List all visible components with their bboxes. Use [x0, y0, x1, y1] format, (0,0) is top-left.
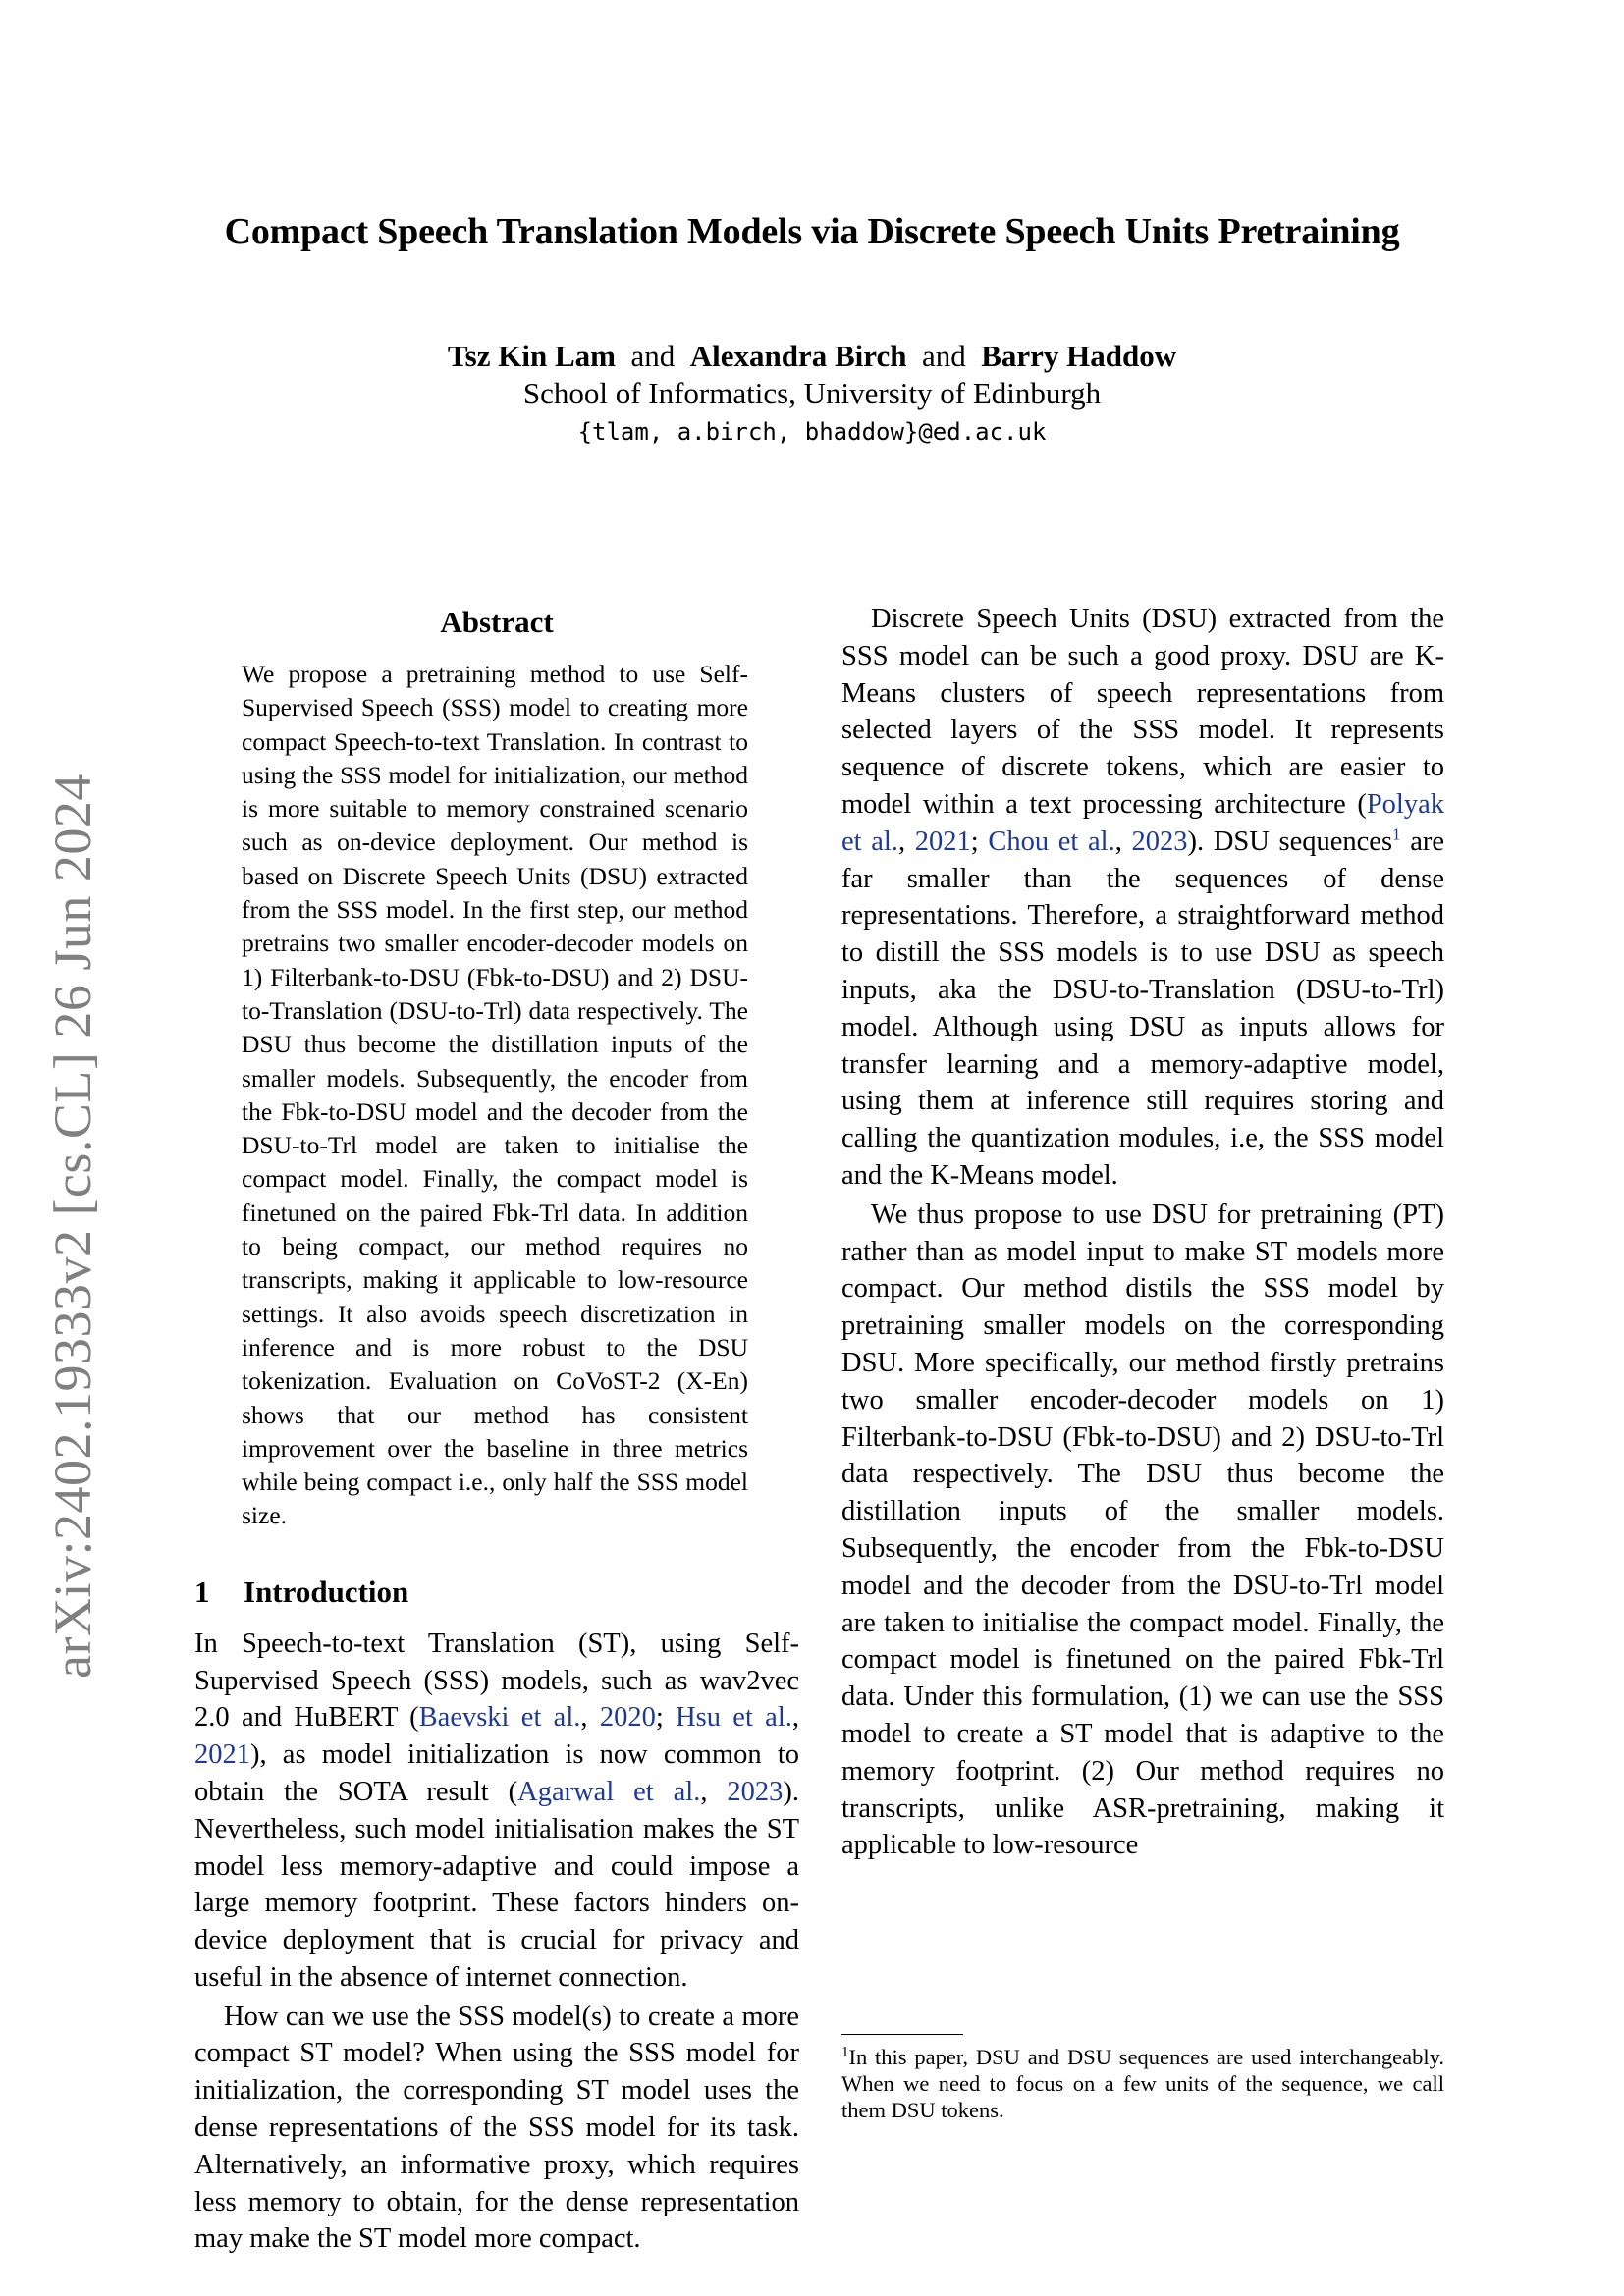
author-name: Barry Haddow: [981, 339, 1177, 373]
text-run: ), as model initialization is now common to obtain the SOTA result (: [194, 1739, 799, 1807]
paper-title: Compact Speech Translation Models via Discrete Speech Units Pretraining: [224, 211, 1400, 252]
affiliation: School of Informatics, University of Edinburgh: [522, 376, 1102, 410]
citation-link[interactable]: Baevski et al.: [418, 1702, 581, 1734]
text-run: ,: [791, 1702, 799, 1734]
footnote-text: In this paper, DSU and DSU sequences are used interchangeably. When we need to focus on a few units of the sequence, we call them DSU tokens.: [841, 2045, 1444, 2122]
citation-year-link[interactable]: 2023: [1131, 826, 1188, 857]
citation-year-link[interactable]: 2021: [194, 1739, 250, 1771]
abstract-text: We propose a pretraining method to use Self-Supervised Speech (SSS) model to creating more compact Speech-to-text Translation. In contrast to using the SSS model for initialization, our method is more suitable to memory constrained scenario such as on-device deployment. Our method is based on Discrete Speech Units (DSU) extracted from the SSS model. In the first step, our method pretrains two smaller encoder-decoder models on 1) Filterbank-to-DSU (Fbk-to-DSU) and 2) DSU-to-Translation (DSU-to-Trl) data respectively. The DSU thus become the distillation inputs of the smaller models. Subsequently, the encoder from the Fbk-to-DSU model and the decoder from the DSU-to-Trl model are taken to initialise the compact model. Finally, the compact model is finetuned on the paired Fbk-Trl data. In addition to being compact, our method requires no transcripts, making it applicable to low-resource settings. It also avoids speech discretization in inference and is more robust to the DSU tokenization. Evaluation on CoVoST-2 (X-En) shows that our method has consistent improvement over the baseline in three metrics while being compact i.e., only half the SSS model size.: [242, 660, 748, 1530]
author-joiner: and: [630, 339, 676, 373]
section-heading-introduction: [194, 1573, 799, 1612]
right-column: [841, 601, 1444, 1864]
text-run: ,: [1114, 826, 1132, 857]
text-run: ). DSU sequences: [1187, 826, 1393, 857]
text-run: ,: [580, 1702, 600, 1734]
footnote-divider: [841, 2034, 963, 2035]
text-run: ;: [655, 1702, 677, 1734]
citation-year-link[interactable]: 2020: [599, 1702, 656, 1734]
arxiv-identifier-stamp[interactable]: arXiv:2402.19333v2 [cs.CL] 26 Jun 2024: [43, 774, 102, 1679]
intro-paragraph-2: How can we use the SSS model(s) to create a more compact ST model? When using the SSS model for initialization, the corresponding ST model uses the dense representations of the SSS model for its task. Alternatively, an informative proxy, which requires less memory to obtain, for the dense representation may make the ST model more compact.: [194, 2001, 799, 2255]
intro-paragraph-1: [194, 1626, 799, 1997]
citation-link[interactable]: Agarwal et al.: [517, 1776, 701, 1807]
left-column: [194, 601, 799, 2258]
citation-link[interactable]: Hsu et al.: [676, 1702, 792, 1734]
text-run: are far smaller than the sequences of dense representations. Therefore, a straightforward method to distill the SSS models is to use DSU as speech inputs, aka the DSU-to-Translation (DSU-to-Trl) model. Although using DSU as inputs allows for transfer learning and a memory-adaptive model, using them at inference still requires storing and calling the quantization modules, i.e, the SSS model and the K-Means model.: [841, 826, 1445, 1191]
text-run: ). Nevertheless, such model initialisation makes the ST model less memory-adaptive and could impose a large memory footprint. These factors hinders on-device deployment that is crucial for privacy and useful in the absence of internet connection.: [194, 1776, 799, 1993]
footnote-marker-link[interactable]: 1: [1392, 825, 1401, 844]
section-title: Introduction: [244, 1574, 409, 1609]
text-run: ,: [897, 826, 915, 857]
citation-year-link[interactable]: 2021: [914, 826, 971, 857]
author-name: Tsz Kin Lam: [447, 339, 616, 373]
text-run: ;: [970, 826, 989, 857]
intro-paragraph-4: We thus propose to use DSU for pretraining (PT) rather than as model input to make ST models more compact. Our method distils the SSS model by pretraining smaller models on the corresponding DSU. More specifically, our method firstly pretrains two smaller encoder-decoder models on 1) Filterbank-to-DSU (Fbk-to-DSU) and 2) DSU-to-Trl data respectively. The DSU thus become the distillation inputs of the smaller models. Subsequently, the encoder from the Fbk-to-DSU model and the decoder from the DSU-to-Trl model are taken to initialise the compact model. Finally, the compact model is finetuned on the paired Fbk-Trl data. Under this formulation, (1) we can use the SSS model to create a ST model that is adaptive to the memory footprint. (2) Our method requires no transcripts, unlike ASR-pretraining, making it applicable to low-resource: [841, 1199, 1444, 1861]
author-name: Alexandra Birch: [689, 339, 907, 373]
text-run: ,: [700, 1776, 728, 1807]
citation-link[interactable]: Chou et al.: [988, 826, 1115, 857]
footnote: [841, 2044, 1444, 2123]
intro-paragraph-3: [841, 601, 1444, 1195]
citation-year-link[interactable]: 2023: [727, 1776, 784, 1807]
author-block: [0, 338, 1624, 450]
text-run: Discrete Speech Units (DSU) extracted from the SSS model can be such a good proxy. DSU are K-Means clusters of speech representations from selected layers of the SSS model. It represents sequence of discrete tokens, which are easier to model within a text processing architecture (: [841, 604, 1444, 820]
footnote-marker: 1: [841, 2044, 849, 2060]
author-email[interactable]: {tlam, a.birch, bhaddow}@ed.ac.uk: [577, 418, 1047, 446]
abstract-heading: Abstract: [440, 605, 554, 639]
section-number: 1: [194, 1574, 210, 1609]
text-run: In Speech-to-text Translation (ST), using Self-Supervised Speech (SSS) models, such as wav2vec 2.0 and HuBERT (: [194, 1628, 799, 1734]
author-joiner: and: [921, 339, 966, 373]
citation-link[interactable]: Polyak et al.: [841, 788, 1444, 857]
